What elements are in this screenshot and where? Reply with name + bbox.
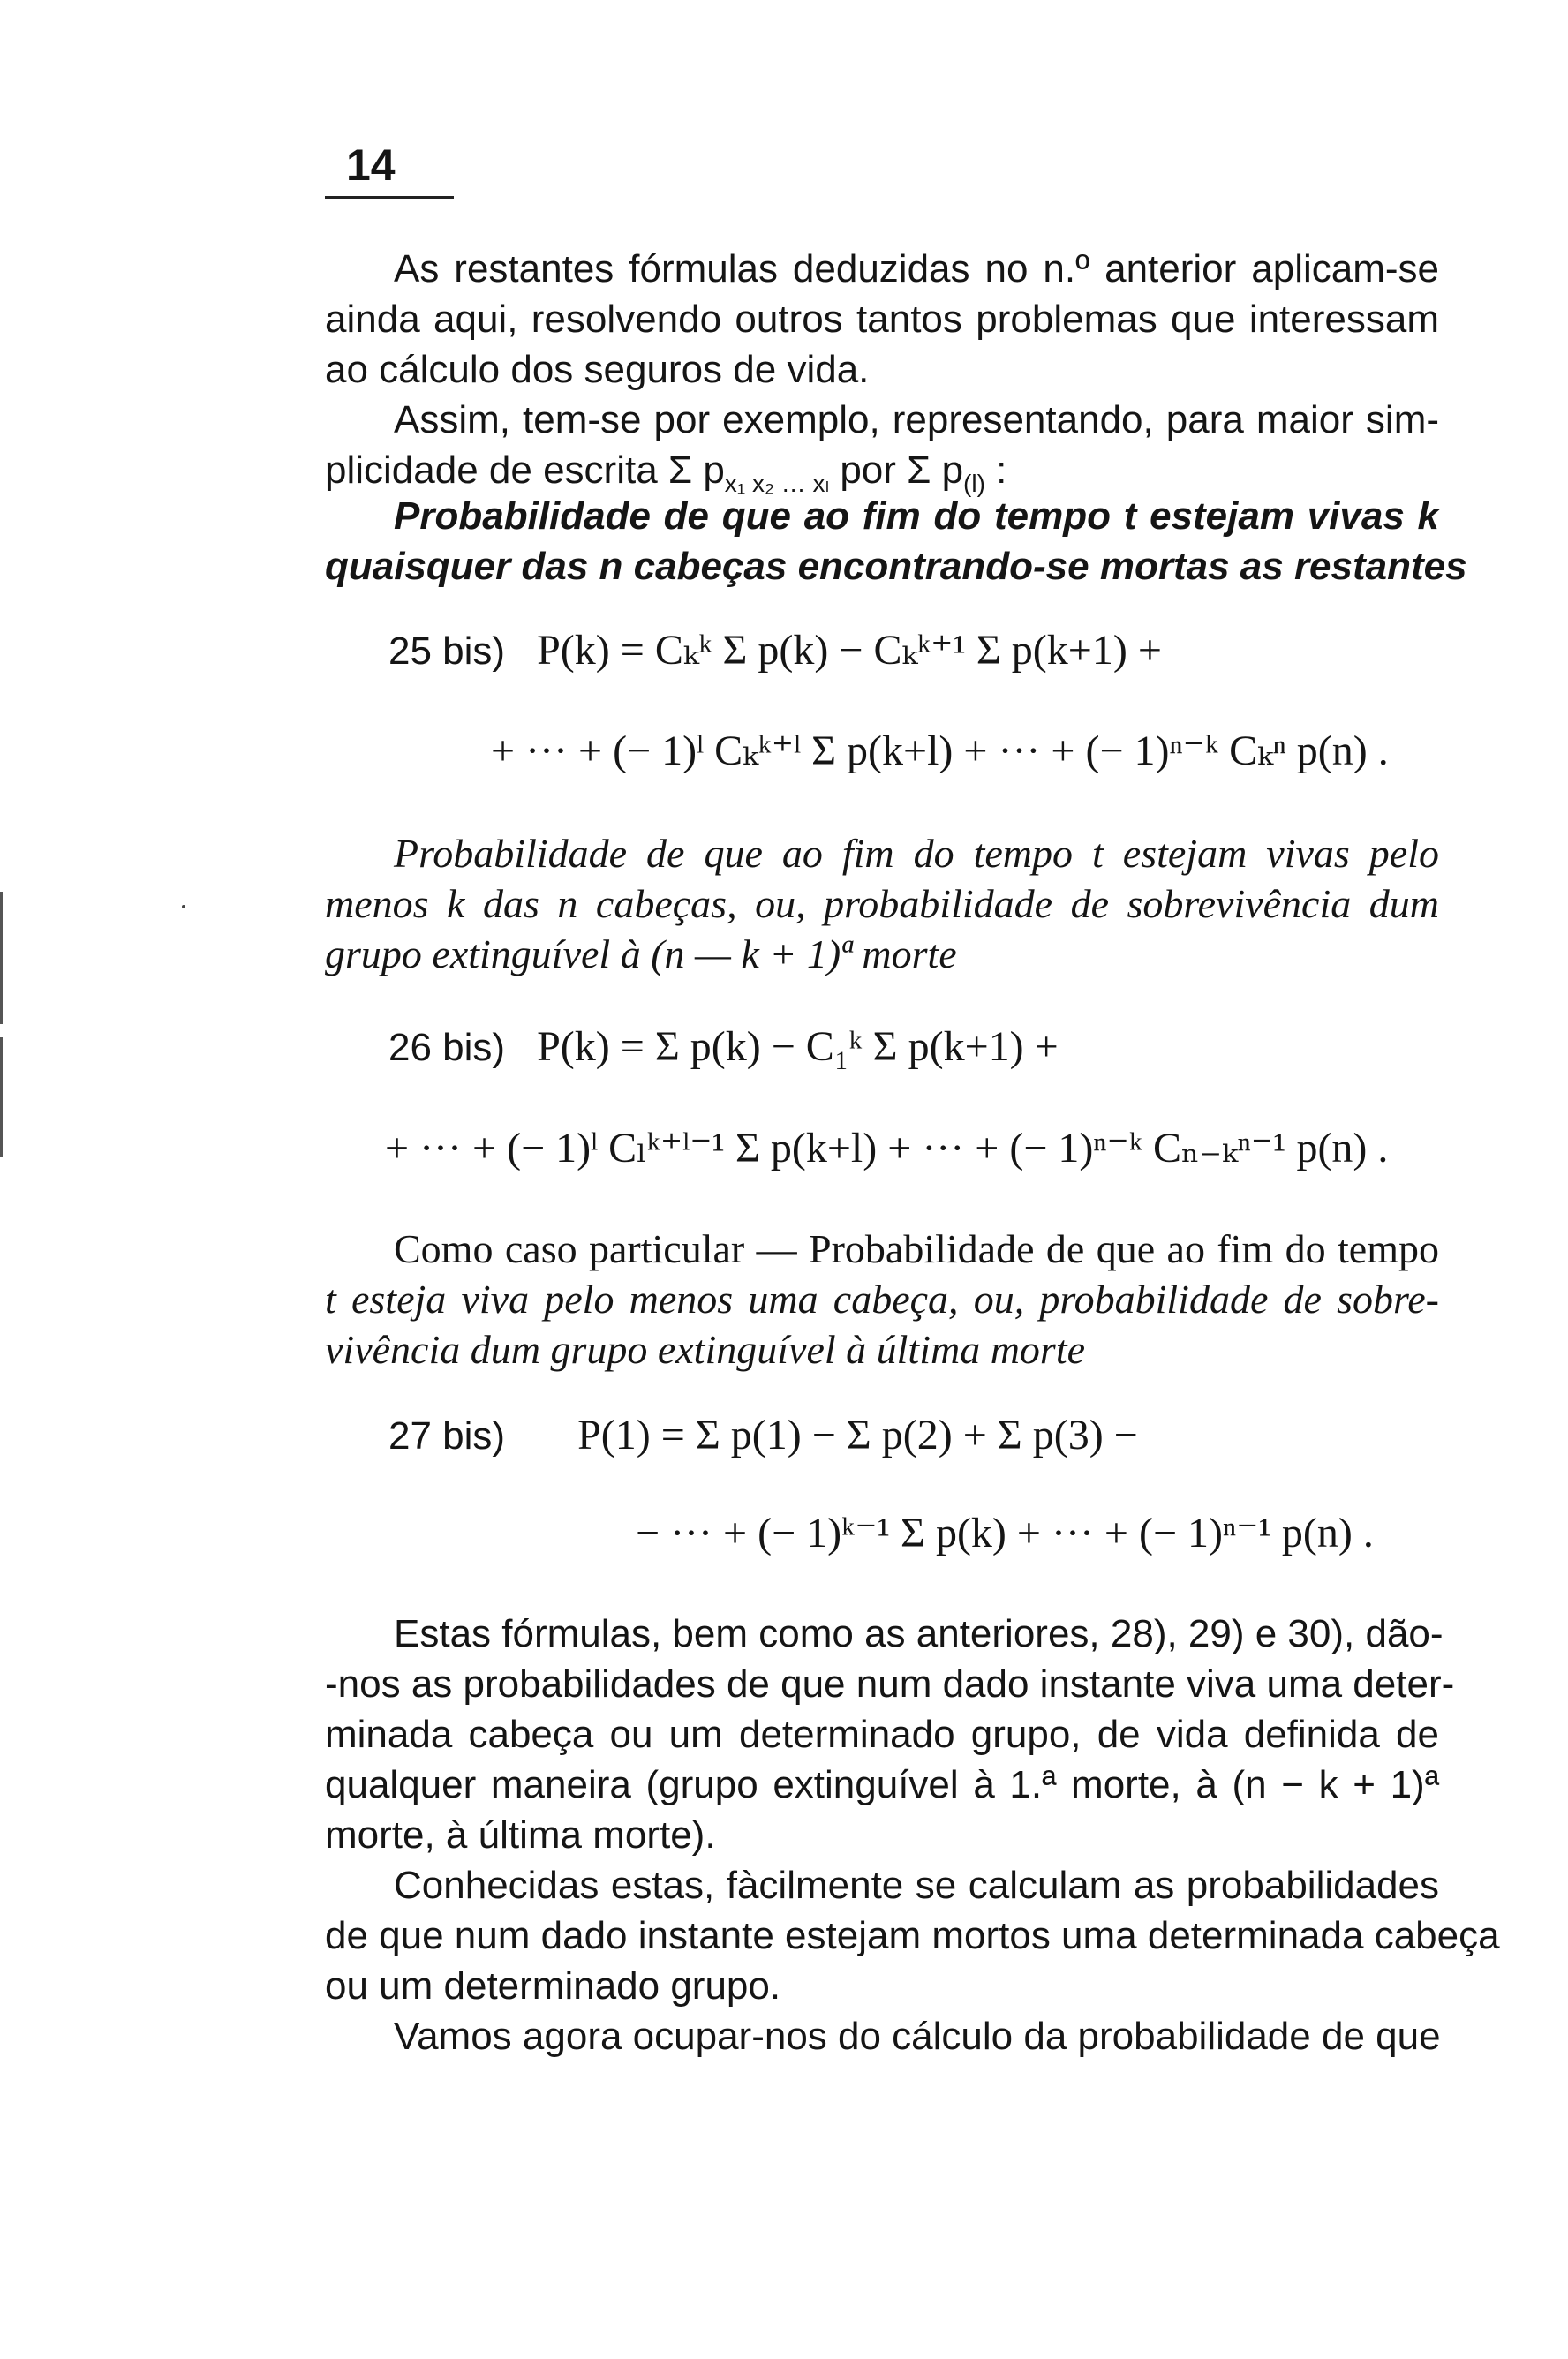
closing-paragraphs	[325, 1609, 1500, 2061]
page-number-rule	[325, 196, 454, 199]
particular-case	[325, 1224, 1439, 1375]
formula-25-line-2: + ··· + (− 1)ˡ Cₖᵏ⁺ˡ Σ p(k+l) + ··· + (− 1)ⁿ⁻ᵏ Cₖⁿ p(n) .	[491, 727, 1389, 774]
italic-line: t esteja viva pelo menos uma cabeça, ou, probabilidade de sobre-	[325, 1277, 1439, 1322]
italic-heading-line: quaisquer das n cabeças encontrando-se mortas as restantes	[325, 545, 1467, 588]
italic-heading-line: Probabilidade de que ao fim do tempo t estejam vivas k	[394, 494, 1439, 538]
formula-27-line-1	[388, 1411, 1138, 1459]
intro-paragraph	[325, 244, 1439, 495]
italic-heading-line: grupo extinguível à (n — k + 1)ª morte	[325, 931, 957, 976]
text-span: plicidade de escrita Σ p	[325, 448, 725, 492]
subscript: x₁ x₂ … xₗ	[724, 469, 830, 497]
formula-expression: P(k) = Σ p(k) − C₁ᵏ Σ p(k+1) +	[537, 1023, 1059, 1070]
text-line: morte, à última morte).	[325, 1813, 716, 1857]
formula-27-line-2: − ··· + (− 1)ᵏ⁻¹ Σ p(k) + ··· + (− 1)ⁿ⁻¹ p(n) .	[636, 1510, 1374, 1556]
margin-scan-mark-2	[0, 1037, 3, 1157]
text-line: -nos as probabilidades de que num dado instante viva uma deter-	[325, 1662, 1455, 1706]
formula-label: 27 bis)	[388, 1414, 506, 1458]
text-line: ainda aqui, resolvendo outros tantos problemas que interessam	[325, 298, 1439, 341]
text-line: ao cálculo dos seguros de vida.	[325, 348, 870, 391]
formula-25-line-1	[388, 625, 1162, 675]
formula-label: 25 bis)	[388, 629, 506, 673]
margin-scan-mark	[0, 892, 3, 1024]
formula-expression: P(1) = Σ p(1) − Σ p(2) + Σ p(3) −	[577, 1412, 1138, 1458]
text-line: Conhecidas estas, fàcilmente se calculam as probabilidades	[394, 1864, 1439, 1907]
text-line: ou um determinado grupo.	[325, 1964, 781, 2008]
text-line: Estas fórmulas, bem como as anteriores, 28), 29) e 30), dão-	[394, 1612, 1444, 1655]
text-line: Como caso particular — Probabilidade de que ao fim do tempo	[394, 1226, 1439, 1271]
formula-label: 26 bis)	[388, 1026, 506, 1069]
formula-26-line-2: + ··· + (− 1)ˡ Cₗᵏ⁺ˡ⁻¹ Σ p(k+l) + ··· + (− 1)ⁿ⁻ᵏ Cₙ₋ₖⁿ⁻¹ p(n) .	[385, 1125, 1389, 1172]
formula-expression: P(k) = Cₖᵏ Σ p(k) − Cₖᵏ⁺¹ Σ p(k+1) +	[537, 627, 1162, 674]
text-line	[325, 445, 1439, 495]
text-span: :	[984, 448, 1007, 492]
text-line: Assim, tem-se por exemplo, representando, para maior sim-	[394, 398, 1439, 441]
italic-line: vivência dum grupo extinguível à última morte	[325, 1327, 1086, 1372]
text-line: Vamos agora ocupar-nos do cálculo da probabilidade de que	[394, 2015, 1441, 2058]
text-line: minada cabeça ou um determinado grupo, de vida definida de	[325, 1713, 1439, 1756]
subscript: (l)	[963, 469, 985, 497]
heading-25	[325, 491, 1467, 592]
page-number: 14	[346, 140, 396, 190]
italic-heading-line: menos k das n cabeças, ou, probabilidade de sobrevivência dum	[325, 881, 1439, 926]
formula-26-line-1	[388, 1022, 1059, 1071]
scan-speck	[182, 905, 185, 908]
text-line: qualquer maneira (grupo extinguível à 1.ª morte, à (n − k + 1)ª	[325, 1763, 1439, 1806]
text-line: As restantes fórmulas deduzidas no n.º anterior aplicam-se	[394, 247, 1439, 290]
text-line: de que num dado instante estejam mortos uma determinada cabeça	[325, 1914, 1500, 1957]
heading-26	[325, 828, 1439, 979]
italic-heading-line: Probabilidade de que ao fim do tempo t estejam vivas pelo	[394, 831, 1439, 876]
text-span: por Σ p	[829, 448, 964, 492]
